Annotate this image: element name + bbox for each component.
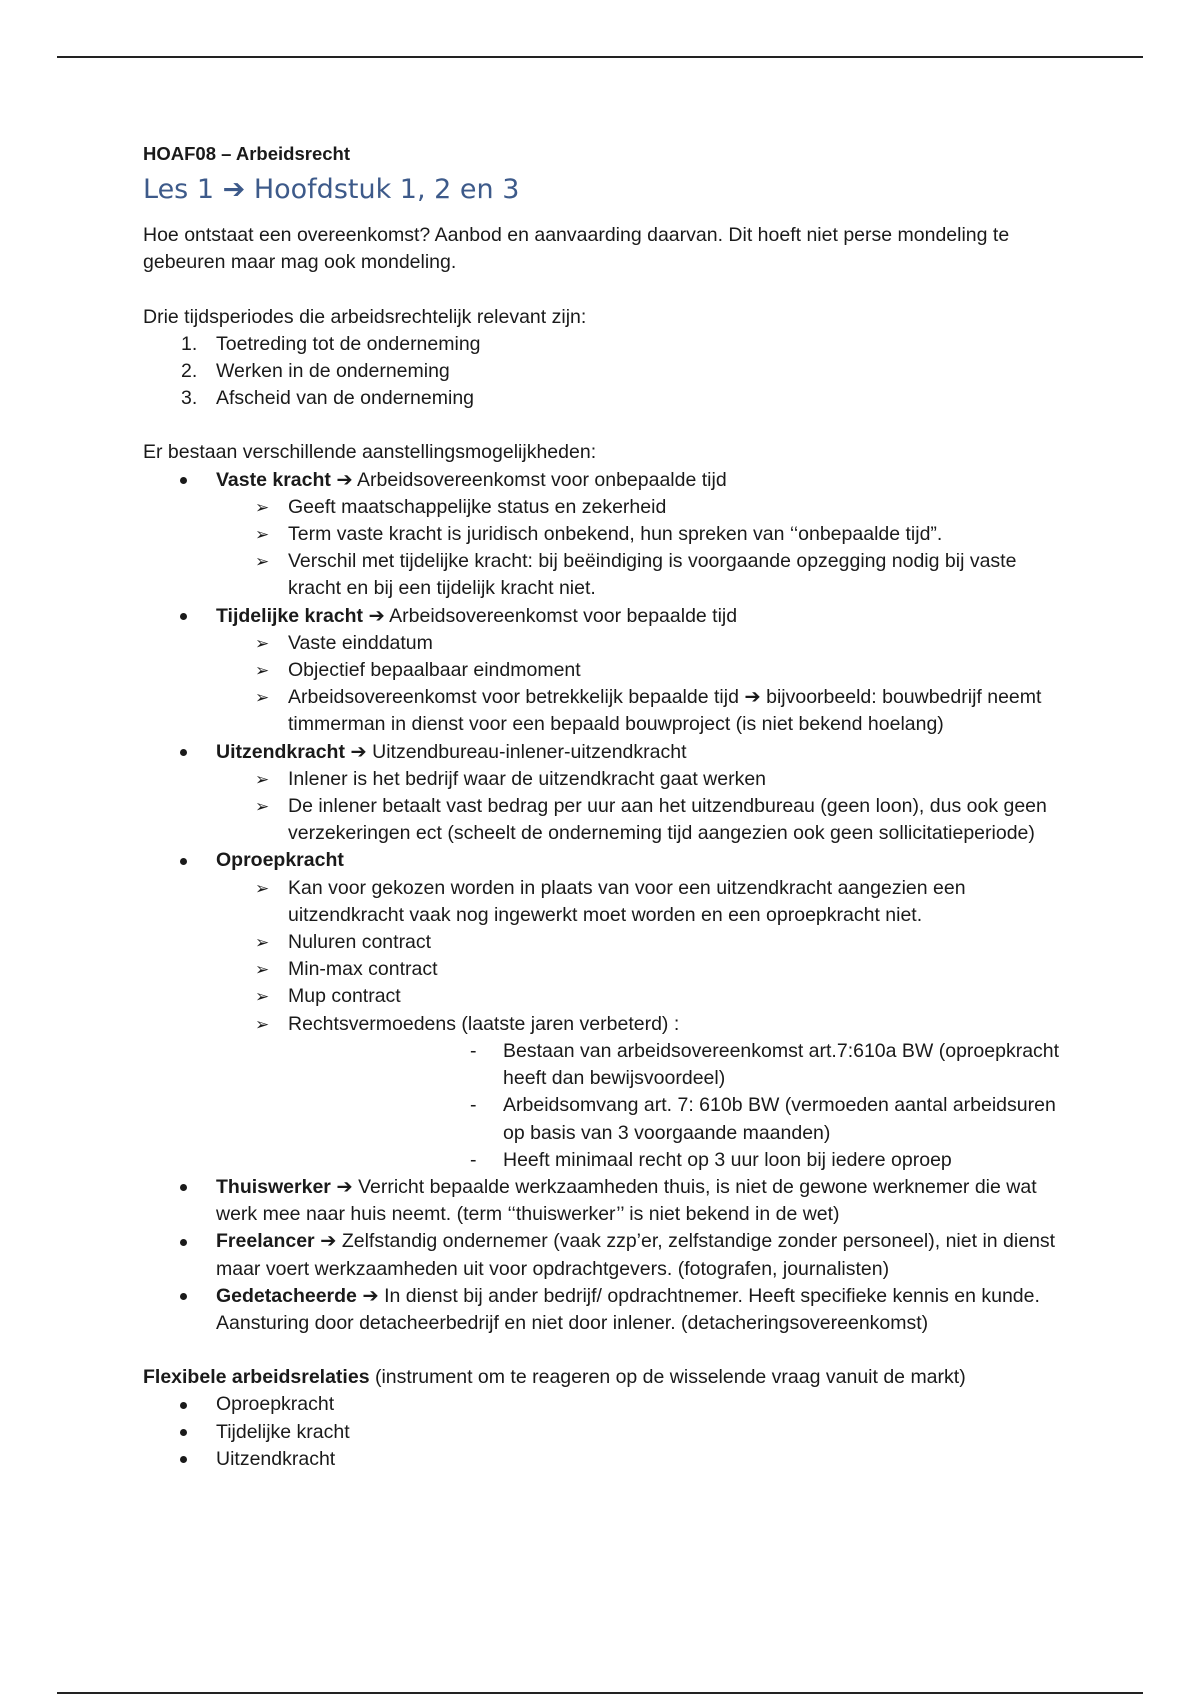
dash-icon: -: [470, 1148, 477, 1171]
bullet-icon: [180, 847, 187, 874]
document-page: [143, 140, 1063, 1473]
bullet-icon: [180, 1228, 187, 1255]
bullet-icon: [180, 467, 187, 494]
chevron-icon: ➢: [255, 987, 270, 1007]
dash-icon: -: [470, 1039, 477, 1062]
title-chapters: Hoofdstuk 1, 2 en 3: [253, 174, 520, 206]
list-item: 2. Werken in de onderneming: [143, 358, 1063, 385]
footer-rule: [57, 1692, 1143, 1694]
title-lesson: Les 1: [143, 174, 215, 206]
sub-list-item: ➢ Nuluren contract: [143, 929, 1063, 956]
list-item-vaste-kracht: Vaste kracht ➔ Arbeidsovereenkomst voor onbepaalde tijd: [143, 467, 1063, 494]
list-number: 2.: [181, 360, 198, 383]
arrow-icon: ➔: [222, 174, 246, 206]
presumption-item: - Bestaan van arbeidsovereenkomst art.7:610a BW (oproepkracht heeft dan bewijsvoordeel): [470, 1039, 1060, 1090]
chevron-icon: ➢: [255, 797, 270, 817]
sub-list-item: ➢ Min-max contract: [143, 956, 1063, 983]
chevron-icon: ➢: [255, 769, 270, 789]
arrow-icon: ➔: [744, 686, 761, 709]
dash-icon: -: [470, 1094, 477, 1117]
chevron-icon: ➢: [255, 688, 270, 708]
bullet-icon: [180, 739, 187, 766]
list-number: 1.: [181, 332, 198, 355]
list-item: 3. Afscheid van de onderneming: [143, 385, 1063, 412]
list-item-thuiswerker: Thuiswerker ➔ Verricht bepaalde werkzaamheden thuis, is niet de gewone werknemer die wat werk mee naar huis neemt. (term ‘‘thuiswerker’’ is niet bekend in de wet): [143, 1174, 1063, 1228]
bullet-icon: [180, 1283, 187, 1310]
chevron-icon: ➢: [255, 661, 270, 681]
arrow-icon: ➔: [336, 1175, 353, 1198]
sub-list-item: ➢ Arbeidsovereenkomst voor betrekkelijk bepaalde tijd ➔ bijvoorbeeld: bouwbedrijf neemt timmerman in dienst voor een bepaald bouwproject (is niet bekend hoelang): [255, 686, 1042, 736]
sub-list-item: ➢ Inlener is het bedrijf waar de uitzendkracht gaat werken: [143, 766, 1063, 793]
arrow-icon: ➔: [320, 1230, 337, 1253]
bullet-icon: [180, 1419, 187, 1446]
arrow-icon: ➔: [368, 604, 385, 627]
list-item-gedetacheerde: Gedetacheerde ➔ In dienst bij ander bedrijf/ opdrachtnemer. Heeft specifieke kennis en kunde. Aansturing door detacheerbedrijf en niet door inlener. (detacheringsovereenkomst): [143, 1283, 1063, 1337]
list-item-oproepkracht: Oproepkracht: [143, 847, 1063, 874]
document-code: HOAF08 – Arbeidsrecht: [143, 143, 350, 164]
bullet-icon: [180, 1446, 187, 1473]
sub-list-item: ➢ Kan voor gekozen worden in plaats van voor een uitzendkracht aangezien een uitzendkracht vaak nog ingewerkt moet worden en een oproepkracht niet.: [255, 876, 966, 926]
chevron-icon: ➢: [255, 878, 270, 898]
presumption-item: - Arbeidsomvang art. 7: 610b BW (vermoeden aantal arbeidsuren op basis van 3 voorgaande maanden): [470, 1094, 1056, 1144]
sub-list-item: ➢ Mup contract: [143, 983, 1063, 1010]
list-item-freelancer: Freelancer ➔ Zelfstandig ondernemer (vaak zzp’er, zelfstandige zonder personeel), niet in dienst maar voert werkzaamheden uit voor opdrachtgevers. (fotografen, journalisten): [143, 1228, 1063, 1282]
list-item-uitzendkracht: Uitzendkracht ➔ Uitzendbureau-inlener-uitzendkracht: [143, 739, 1063, 766]
chevron-icon: ➢: [255, 933, 270, 953]
list-number: 3.: [181, 387, 198, 410]
list-item: Oproepkracht: [143, 1391, 1063, 1418]
chevron-icon: ➢: [255, 525, 270, 545]
intro-paragraph: Hoe ontstaat een overeenkomst? Aanbod en aanvaarding daarvan. Dit hoeft niet perse mondeling te gebeuren maar mag ook mondeling.: [143, 224, 1010, 274]
list-item-tijdelijke-kracht: Tijdelijke kracht ➔ Arbeidsovereenkomst voor bepaalde tijd: [143, 603, 1063, 630]
presumption-item: - Heeft minimaal recht op 3 uur loon bij iedere oproep: [143, 1147, 1063, 1174]
bullet-icon: [180, 603, 187, 630]
arrow-icon: ➔: [336, 468, 353, 491]
sub-list-item: ➢ Vaste einddatum: [143, 630, 1063, 657]
list-item: Uitzendkracht: [143, 1446, 1063, 1473]
chevron-icon: ➢: [255, 552, 270, 572]
chevron-icon: ➢: [255, 960, 270, 980]
flexible-heading: Flexibele arbeidsrelaties (instrument om te reageren op de wisselende vraag vanuit de markt): [143, 1366, 966, 1389]
sub-list-item: ➢ Geeft maatschappelijke status en zekerheid: [143, 494, 1063, 521]
list-item: 1. Toetreding tot de onderneming: [143, 331, 1063, 358]
sub-list-item: ➢ Rechtsvermoedens (laatste jaren verbeterd) :: [143, 1011, 1063, 1038]
sub-list-item: ➢ Term vaste kracht is juridisch onbekend, hun spreken van ‘‘onbepaalde tijd”.: [143, 521, 1063, 548]
sub-list-item: ➢ Objectief bepaalbaar eindmoment: [143, 657, 1063, 684]
bullet-icon: [180, 1174, 187, 1201]
appointments-heading: Er bestaan verschillende aanstellingsmogelijkheden:: [143, 441, 597, 464]
arrow-icon: ➔: [350, 740, 367, 763]
chevron-icon: ➢: [255, 497, 270, 517]
chevron-icon: ➢: [255, 633, 270, 653]
page-title: [143, 173, 1063, 207]
periods-heading: Drie tijdsperiodes die arbeidsrechtelijk relevant zijn:: [143, 305, 587, 328]
list-item: Tijdelijke kracht: [143, 1419, 1063, 1446]
bullet-icon: [180, 1391, 187, 1418]
arrow-icon: ➔: [362, 1284, 379, 1307]
header-rule: [57, 56, 1143, 58]
sub-list-item: ➢ De inlener betaalt vast bedrag per uur aan het uitzendbureau (geen loon), dus ook geen verzekeringen ect (scheelt de onderneming tijd aangezien ook geen sollicitatieperiode): [255, 795, 1047, 845]
sub-list-item: ➢ Verschil met tijdelijke kracht: bij beëindiging is voorgaande opzegging nodig bij vaste kracht en bij een tijdelijk kracht niet.: [255, 550, 1017, 600]
chevron-icon: ➢: [255, 1014, 270, 1034]
